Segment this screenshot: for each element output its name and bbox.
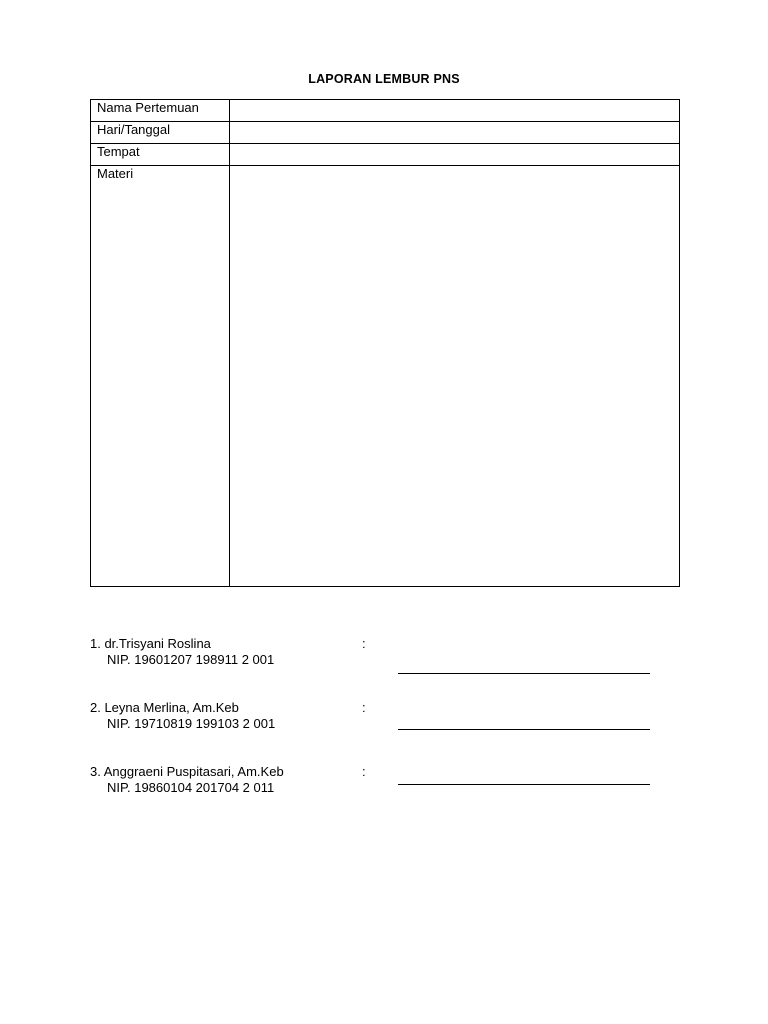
report-form-table [90, 99, 680, 587]
label-tempat: Tempat [91, 144, 230, 166]
signatory-colon: : [362, 636, 366, 651]
form-row-materi [91, 166, 680, 587]
field-nama-pertemuan[interactable] [230, 100, 680, 122]
field-materi[interactable] [230, 166, 680, 587]
form-row-tempat [91, 144, 680, 166]
signatory-name: 2. Leyna Merlina, Am.Keb [90, 700, 239, 715]
form-row-nama-pertemuan [91, 100, 680, 122]
signature-line[interactable] [398, 729, 650, 730]
signatory-name: 3. Anggraeni Puspitasari, Am.Keb [90, 764, 284, 779]
signature-line[interactable] [398, 673, 650, 674]
label-nama-pertemuan: Nama Pertemuan [91, 100, 230, 122]
field-tempat[interactable] [230, 144, 680, 166]
signatory-nip: NIP. 19601207 198911 2 001 [107, 652, 275, 667]
signatory-nip: NIP. 19860104 201704 2 011 [107, 780, 275, 795]
signatory-nip: NIP. 19710819 199103 2 001 [107, 716, 276, 731]
signatory-name: 1. dr.Trisyani Roslina [90, 636, 211, 651]
form-row-hari-tanggal [91, 122, 680, 144]
signatory-colon: : [362, 764, 366, 779]
signature-line[interactable] [398, 784, 650, 785]
label-materi: Materi [91, 166, 230, 587]
document-title: LAPORAN LEMBUR PNS [308, 72, 460, 86]
label-hari-tanggal: Hari/Tanggal [91, 122, 230, 144]
field-hari-tanggal[interactable] [230, 122, 680, 144]
signatory-colon: : [362, 700, 366, 715]
